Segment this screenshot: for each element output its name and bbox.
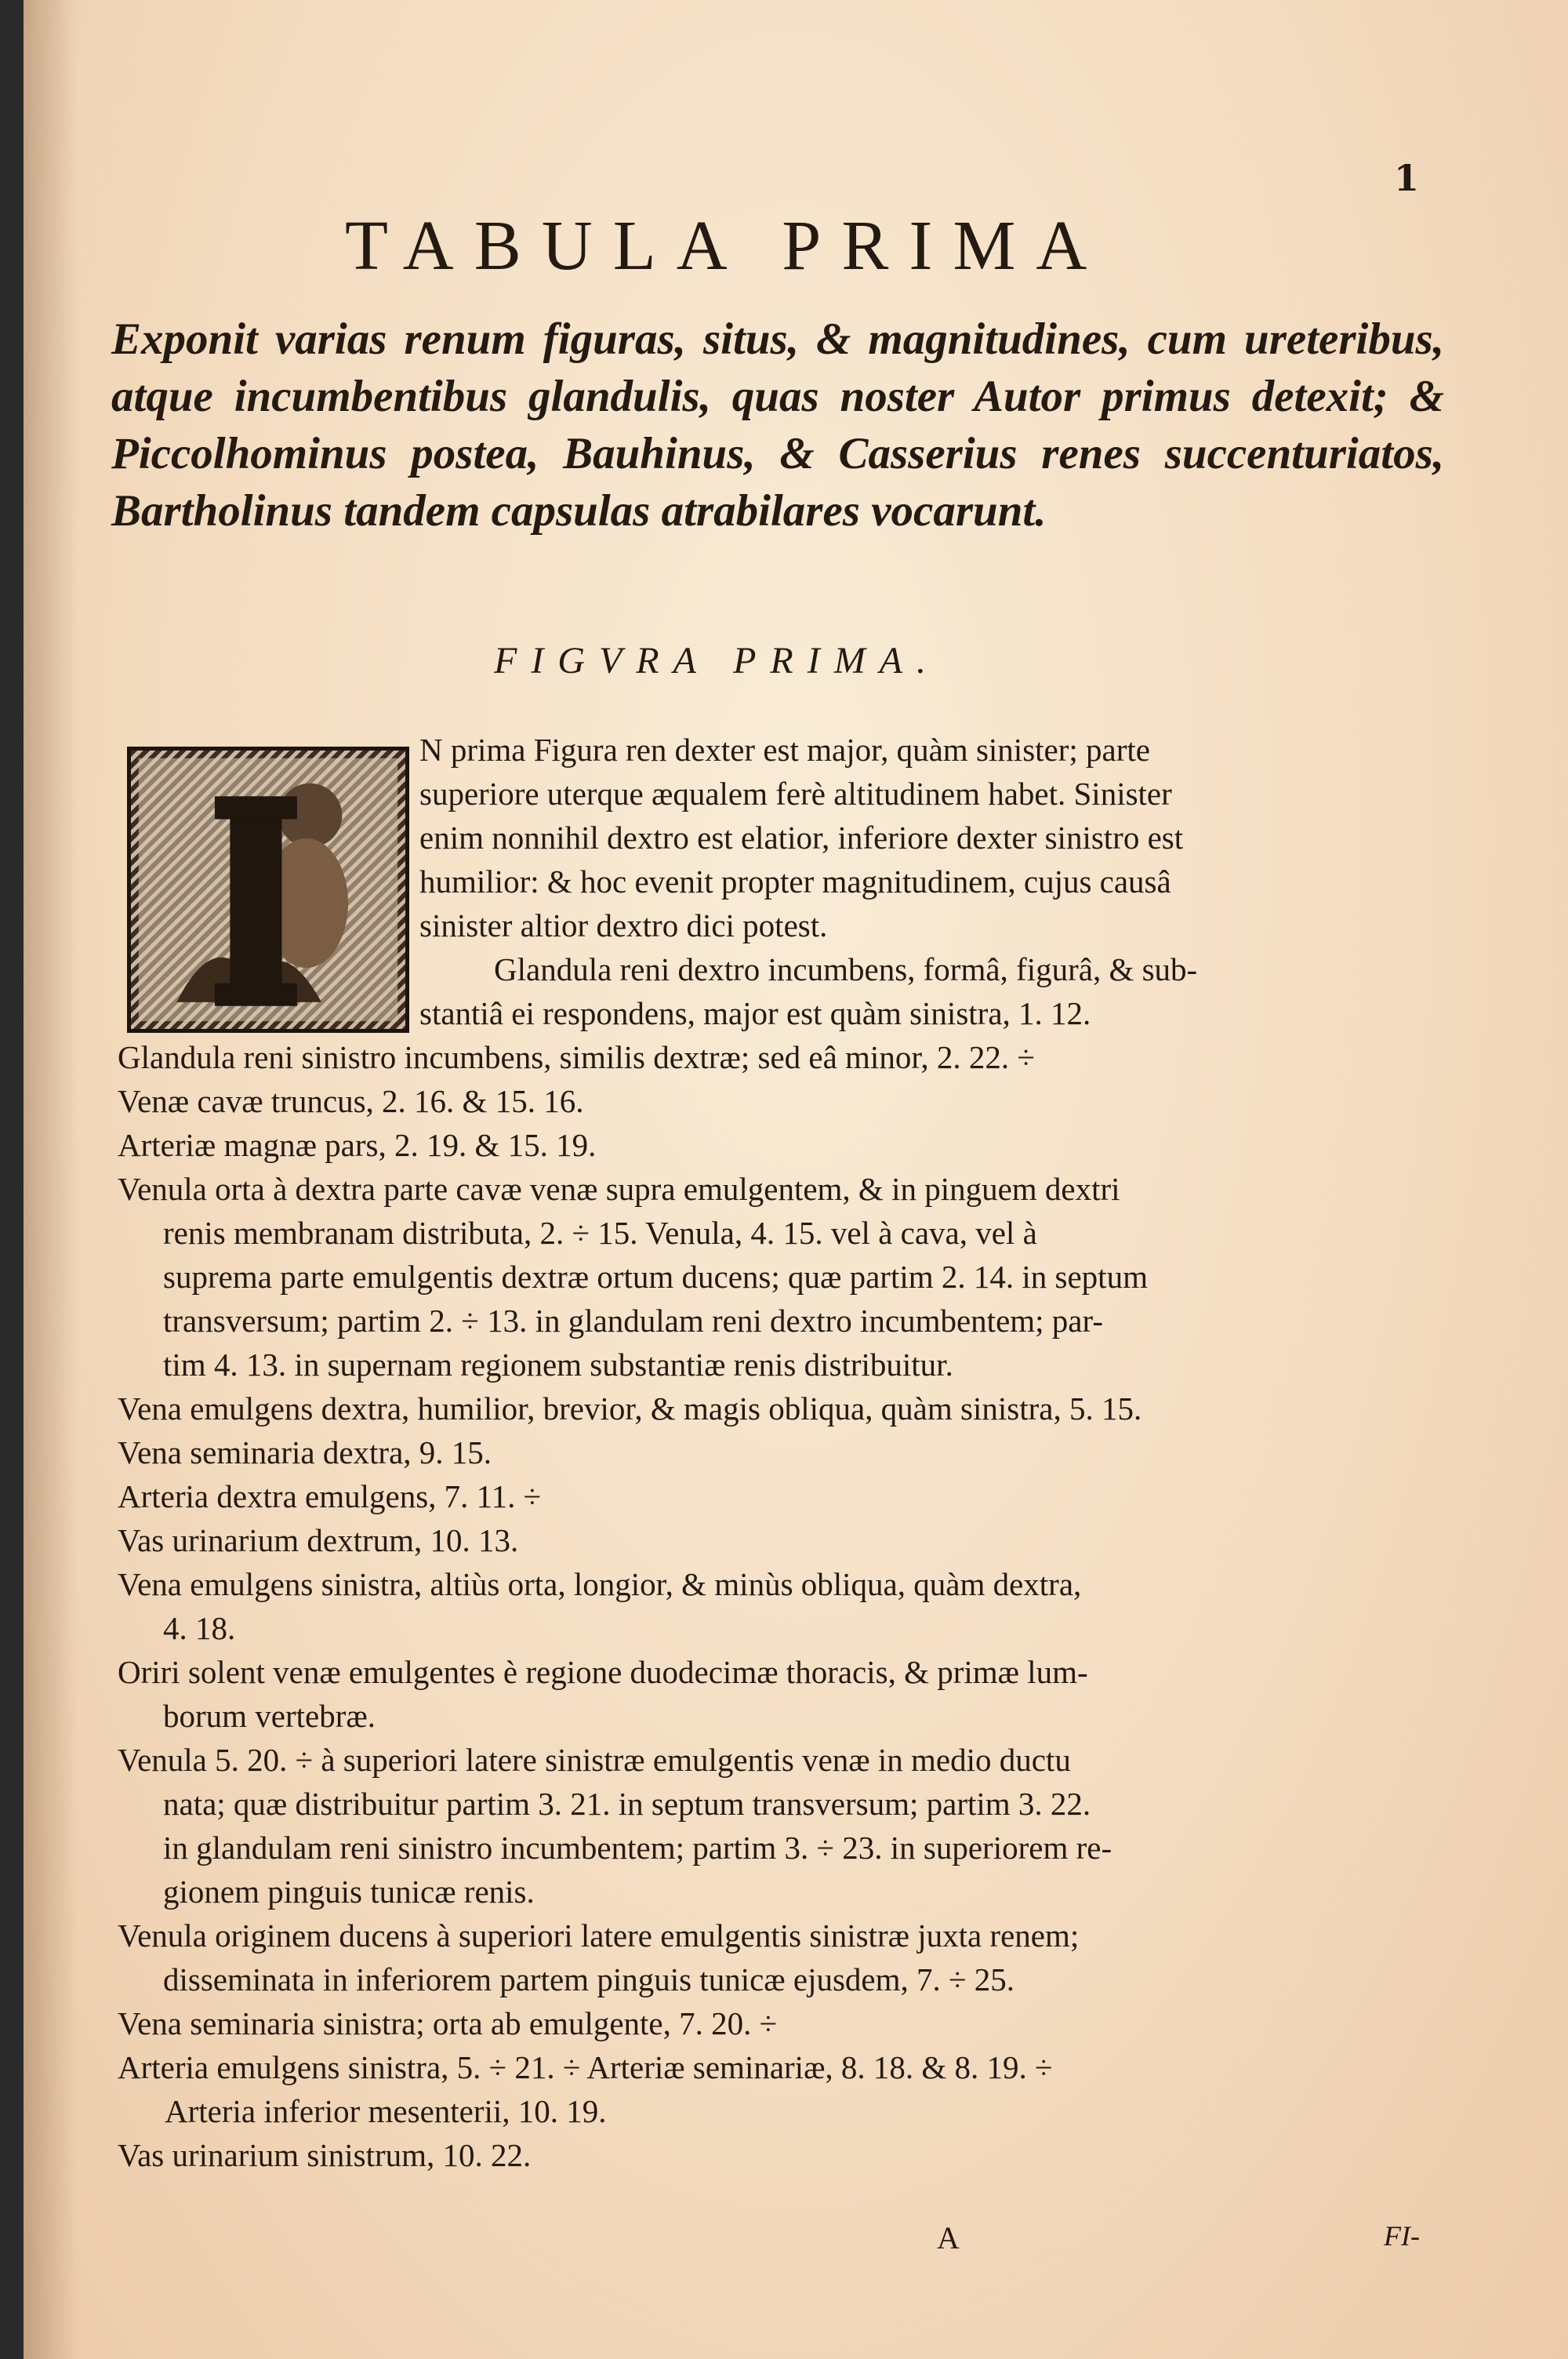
text-line: Arteria inferior mesenterii, 10. 19. xyxy=(165,2093,607,2129)
text-line: Oriri solent venæ emulgentes è regione duodecimæ thoracis, & primæ lum- xyxy=(118,1654,1088,1690)
text-line: disseminata in inferiorem partem pinguis tunicæ ejusdem, 7. ÷ 25. xyxy=(163,1961,1015,1997)
text-line: in glandulam reni sinistro incumbentem; partim 3. ÷ 23. in superiorem re- xyxy=(163,1830,1112,1866)
text-line: N prima Figura ren dexter est major, quàm sinister; parte xyxy=(419,732,1150,768)
text-line: Glandula reni dextro incumbens, formâ, figurâ, & sub- xyxy=(494,951,1198,987)
text-line: Arteria emulgens sinistra, 5. ÷ 21. ÷ Arteriæ seminariæ, 8. 18. & 8. 19. ÷ xyxy=(118,2049,1053,2085)
text-line: Vas urinarium dextrum, 10. 13. xyxy=(118,1522,519,1558)
page-title: TABULA PRIMA xyxy=(345,207,1108,285)
text-line: sinister altior dextro dici potest. xyxy=(419,907,828,943)
catchword: FI- xyxy=(1384,2220,1420,2252)
text-line: Vena seminaria sinistra; orta ab emulgente, 7. 20. ÷ xyxy=(118,2005,778,2041)
text-line: suprema parte emulgentis dextræ ortum ducens; quæ partim 2. 14. in septum xyxy=(163,1259,1148,1295)
text-line: Vas urinarium sinistrum, 10. 22. xyxy=(118,2137,532,2173)
body-text xyxy=(118,728,1443,2177)
subtitle: Exponit varias renum figuras, situs, & magnitudines, cum ureteribus, atque incumbentibus glandulis, quas noster Autor primus detexit; & Piccolhominus postea, Bauhinus, & Casserius renes succenturiatos, Bartholinus tandem capsulas atrabilares vocarunt. xyxy=(111,314,1444,536)
text-line: Vena emulgens sinistra, altiùs orta, longior, & minùs obliqua, quàm dextra, xyxy=(118,1566,1082,1602)
text-line: Venæ cavæ truncus, 2. 16. & 15. 16. xyxy=(118,1083,584,1119)
text-line: transversum; partim 2. ÷ 13. in glandulam reni dextro incumbentem; par- xyxy=(163,1303,1103,1339)
text-line: Venula orta à dextra parte cavæ venæ supra emulgentem, & in pinguem dextri xyxy=(118,1171,1120,1207)
text-line: Venula originem ducens à superiori latere emulgentis sinistræ juxta renem; xyxy=(118,1917,1080,1954)
gutter-shadow xyxy=(24,0,78,2359)
text-line: Arteria dextra emulgens, 7. 11. ÷ xyxy=(118,1478,542,1514)
text-line: stantiâ ei respondens, major est quàm sinistra, 1. 12. xyxy=(419,995,1091,1031)
text-line: Vena seminaria dextra, 9. 15. xyxy=(118,1434,492,1470)
book-page xyxy=(24,0,1568,2359)
text-line: Arteriæ magnæ pars, 2. 19. & 15. 19. xyxy=(118,1127,597,1163)
text-line: superiore uterque æqualem ferè altitudinem habet. Sinister xyxy=(419,776,1172,812)
text-line: enim nonnihil dextro est elatior, inferiore dexter sinistro est xyxy=(419,820,1184,856)
text-line: renis membranam distributa, 2. ÷ 15. Venula, 4. 15. vel à cava, vel à xyxy=(163,1215,1037,1251)
text-line: nata; quæ distribuitur partim 3. 21. in septum transversum; partim 3. 22. xyxy=(163,1786,1091,1822)
text-line: 4. 18. xyxy=(163,1610,236,1646)
page-number: 1 xyxy=(1394,157,1420,199)
section-heading: FIGVRA PRIMA. xyxy=(494,640,940,682)
text-line: Venula 5. 20. ÷ à superiori latere sinistræ emulgentis venæ in medio ductu xyxy=(118,1742,1071,1778)
text-line: humilior: & hoc evenit propter magnitudinem, cujus causâ xyxy=(419,863,1171,900)
text-line: borum vertebræ. xyxy=(163,1698,376,1734)
text-line: gionem pinguis tunicæ renis. xyxy=(163,1874,535,1910)
text-line: tim 4. 13. in supernam regionem substantiæ renis distribuitur. xyxy=(163,1347,953,1383)
text-line: Glandula reni sinistro incumbens, similis dextræ; sed eâ minor, 2. 22. ÷ xyxy=(118,1039,1035,1075)
text-line: Vena emulgens dextra, humilior, brevior, & magis obliqua, quàm sinistra, 5. 15. xyxy=(118,1390,1142,1427)
signature-mark: A xyxy=(937,2220,960,2255)
